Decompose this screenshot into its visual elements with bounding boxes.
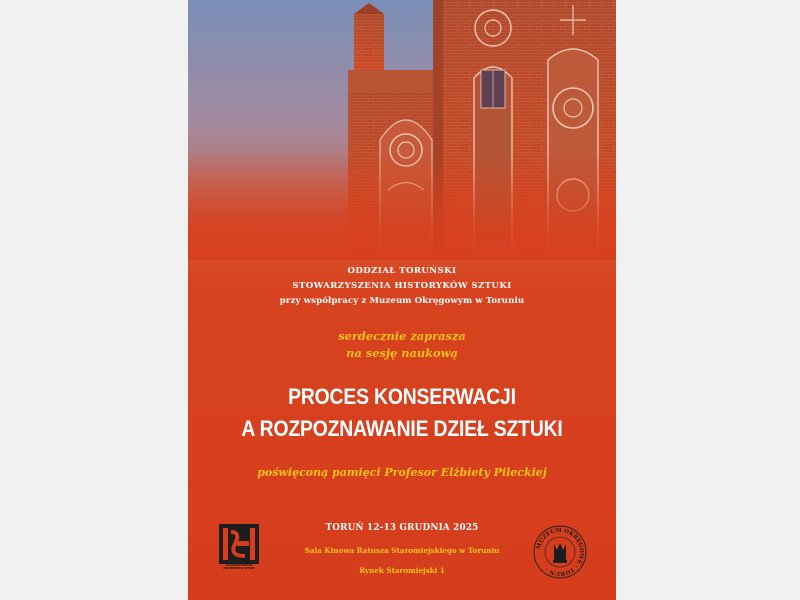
museum-seal-icon bbox=[532, 524, 588, 580]
organizer-line-1: ODDZIAŁ TORUŃSKI bbox=[347, 266, 457, 276]
dedication-text: poświęconą pamięci Profesor Elżbiety Pileckiej bbox=[257, 466, 547, 479]
invite-line-1: serdecznie zaprasza bbox=[338, 329, 466, 343]
photo-fade-overlay bbox=[188, 150, 616, 260]
poster bbox=[188, 0, 616, 600]
shs-logo bbox=[219, 524, 259, 576]
event-date: TORUŃ 12-13 GRUDNIA 2025 bbox=[325, 523, 479, 533]
event-address: Rynek Staromiejski 1 bbox=[359, 566, 445, 575]
invite-line-2: na sesję naukową bbox=[346, 346, 458, 360]
shs-logo-caption: STOWARZYSZENIE HISTORYKÓW SZTUKI bbox=[223, 564, 255, 570]
museum-logo bbox=[532, 524, 588, 580]
event-title-line-1: PROCES KONSERWACJI bbox=[288, 384, 516, 409]
organizer-line-3: przy współpracy z Muzeum Okręgowym w Toruniu bbox=[279, 296, 525, 306]
event-title-line-2: A ROZPOZNAWANIE DZIEŁ SZTUKI bbox=[241, 416, 563, 441]
organizer-line-2: STOWARZYSZENIA HISTORYKÓW SZTUKI bbox=[292, 281, 512, 291]
event-venue: Sala Kinowa Ratusza Staromiejskiego w Toruniu bbox=[304, 546, 500, 555]
museum-seal-text: MUZEUM OKRĘGOWE · TORUŃ · bbox=[536, 527, 585, 577]
shs-logo-mark bbox=[219, 524, 259, 564]
